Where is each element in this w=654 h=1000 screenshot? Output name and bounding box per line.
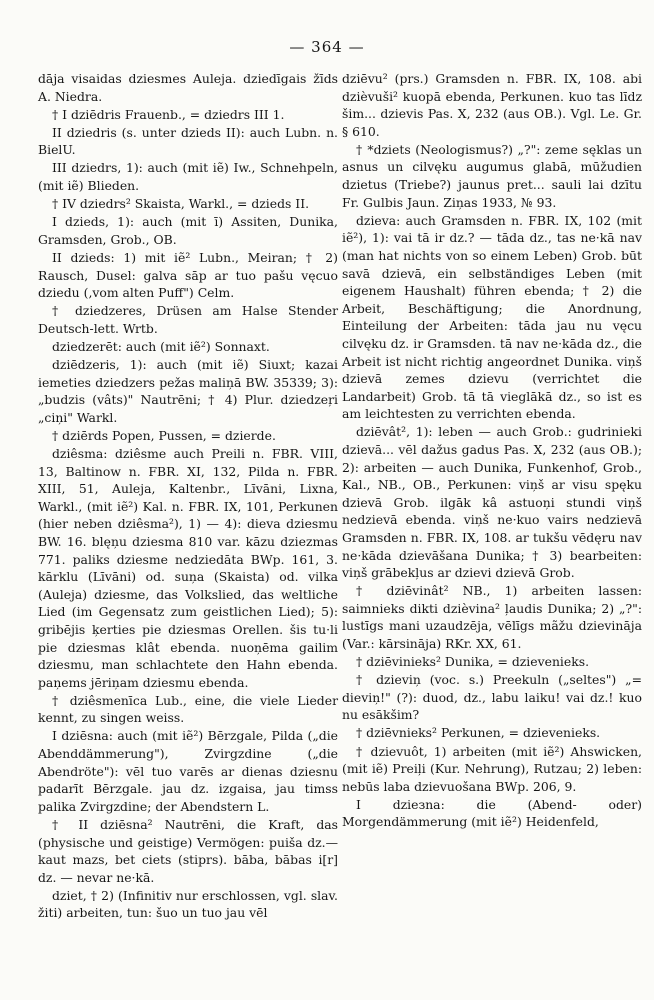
entry-text: dziēvât², 1): leben — auch Grob.: gudrinieki dzievā... vēl dažus gadus Pas. X, 232 (aus OB.); 2): arbeiten — auch Dunika, Funkenhof, Grob., Kal., NB., OB., Perkunen: viņš ar visu spęku dzievā Grob. ilgāk kâ astuoņi stundi viņš nedzievā ebenda. viņš ne·kuo vairs nedzievā Gramsden n. FBR. IX, 108. ar tukšu vēdęru nav ne·kāda dzievāšana Dunika; † 3) bearbeiten: viņš grābekļus ar dzievi dzievā Grob. [342, 424, 642, 581]
entry-text: I dzieзna: die (Abend- oder) Morgendämmerung (mit iẽ²) Heidenfeld, [342, 796, 642, 830]
entry-text: I dzieds, 1): auch (mit ī) Assiten, Dunika, Gramsden, Grob., OB. [38, 214, 338, 247]
entry-text: II dzieds: 1) mit iẽ² Lubn., Meiran; † 2) Rausch, Dusel: galva sāp ar tuo pašu vęcuo dziedu (,vom alten Puff") Celm. [38, 249, 338, 301]
entry-text: † dziêsmenīca Lub., eine, die viele Lieder kennt, zu singen weiss. [38, 692, 338, 726]
entry-text: I dziēsna: auch (mit iẽ²) Bērzgale, Pilda („die Abenddämmerung"), Zvirgzdine („die Abendröte"): vēl tuo varēs ar dienas dziesnu padarīt Bērzgale. jau dz. izgaisa, jau timss palika Zvirgzdine; der Abendstern L. [38, 728, 338, 814]
entry-text: † dziedzeres, Drüsen am Halse Stender Deutsch-lett. Wrtb. [38, 303, 338, 336]
entry-text: dzieva: auch Gramsden n. FBR. IX, 102 (mit iẽ²), 1): vai tā ir dz.? — tāda dz., tas ne·kā nav (man hat nichts von so einem Leben) Grob. būt savā dzievā, ein selbständiges Leben (mit eigenem Haushalt) führen ebenda; † 2) die Arbeit, Beschäftigung; die Anordnung, Einteilung der Arbeiten: tāda jau nu vęcu cilvęku dz. ir Gramsden. tā nav ne·kāda dz., die Arbeit ist nicht richtig angeordnet Dunika. viņš dzievā zemes dzievu (verrichtet die Landarbeit) Grob. tā tā vieglākā dz., so ist es am leichtesten zu verrichten ebenda. [342, 212, 642, 422]
page-number: — 364 — [289, 38, 365, 56]
left-column [38, 70, 338, 923]
entry-text: † dziēvinât² NB., 1) arbeiten lassen: saimnieks dikti dzièvina² ļaudis Dunika; 2) „?": lustīgs mani uzaudzēja, vēlīgs mãžu dzievināja (Var.: kārsināja) RKr. XX, 61. [342, 583, 642, 651]
entry-text: dziedzerēt: auch (mit iẽ²) Sonnaxt. [52, 338, 270, 354]
entry-text: † *dziets (Neologismus?) „?": zeme sęklas un asnus un cilvęku augumus glabā, mūžudien dzietus (Triebe?) jaunus pret... sauli lai dzītu Fr. Gulbis Jaun. Ziņas 1933, № 93. [342, 141, 642, 210]
entry-text: dziēdzeris, 1): auch (mit iẽ) Siuxt; kazai iemeties dziedzers pežas maliņā BW. 35339; 3): „budzis (vâts)" Nautrēni; † 4) Plur. dziedzeŗi „ciņi" Warkl. [38, 357, 338, 425]
entry-text: † II dziēsna² Nautrēni, die Kraft, das (physische und geistige) Vermögen: puiša dz.— kaut mazs, bet ciets (stiprs). bāba, bābas i[r] dz. — nevar ne·kā. [38, 816, 338, 885]
entry-text: † IV dziedrs² Skaista, Warkl., = dzieds II. [52, 196, 310, 212]
right-column [342, 70, 642, 832]
entry-text: dāja visaidas dziesmes Auleja. dziedīgais žīds A. Niedra. [38, 71, 338, 104]
entry-text: † dzievuôt, 1) arbeiten (mit iẽ²) Ahswicken, (mit iẽ) Preiļi (Kur. Nehrung), Rutzau; 2) leben: nebūs laba dzievuošana BWp. 206, 9. [342, 743, 642, 794]
entry-text: III dziedrs, 1): auch (mit iẽ) Iw., Schnehpeln, (mit iẽ) Blieden. [38, 160, 338, 194]
entry-text: II dziedris (s. unter dzieds II): auch Lubn. n. BielU. [38, 124, 338, 158]
entry-text: † dzieviņ (voc. s.) Preekuln („seltes") „= dieviņ!" (?): duod, dz., labu laiku! vai dz.! kuo nu esākšim? [342, 672, 642, 723]
entry-text: dziēvu² (prs.) Gramsden n. FBR. IX, 108. abi dzièvuši² kuopā ebenda, Perkunen. kuo tas līdz šim... dzievis Pas. X, 232 (aus OB.). Vgl. Le. Gr. § 610. [342, 71, 642, 139]
entry-text: † I dziēdris Frauenb., = dziedrs III 1. [52, 106, 285, 122]
entry-text: † dziēvnieks² Perkunen, = dzievenieks. [356, 725, 601, 741]
entry-text: † dziērds Popen, Pussen, = dzierde. [52, 427, 276, 443]
entry-text: dziet, † 2) (Infinitiv nur erschlossen, vgl. slav. žiti) arbeiten, tun: šuo un tuo jau vēl [38, 887, 338, 921]
entry-text: † dziēvinieks² Dunika, = dzievenieks. [356, 654, 590, 670]
entry-text: dziêsma: dziêsme auch Preili n. FBR. VIII, 13, Baltinow n. FBR. XI, 132, Pilda n. FBR. XIII, 51, Auleja, Kaltenbr., Līvāni, Lixna, Warkl., (mit iẽ²) Kal. n. FBR. IX, 101, Perkunen (hier neben dziêsma²), 1) — 4): dieva dziesmu BW. 16. blęņu dziesma 810 var. kāzu dziezmas 771. paliks dziesme nedziedāta BWp. 161, 3. kārklu (Līvāni) od. suņa (Skaista) od. vilka (Auleja) dziesme, das Volkslied, das weltliche Lied (im Gegensatz zum geistlichen Lied); 5): gribējis ķerties pie dziesmas Orellen. šis tu·li pie dziesmas klât ebenda. nuoņēma gailim dziesmu, man schlachtete den Hahn ebenda. paņems jēriņam dziesmu ebenda. [38, 445, 338, 690]
